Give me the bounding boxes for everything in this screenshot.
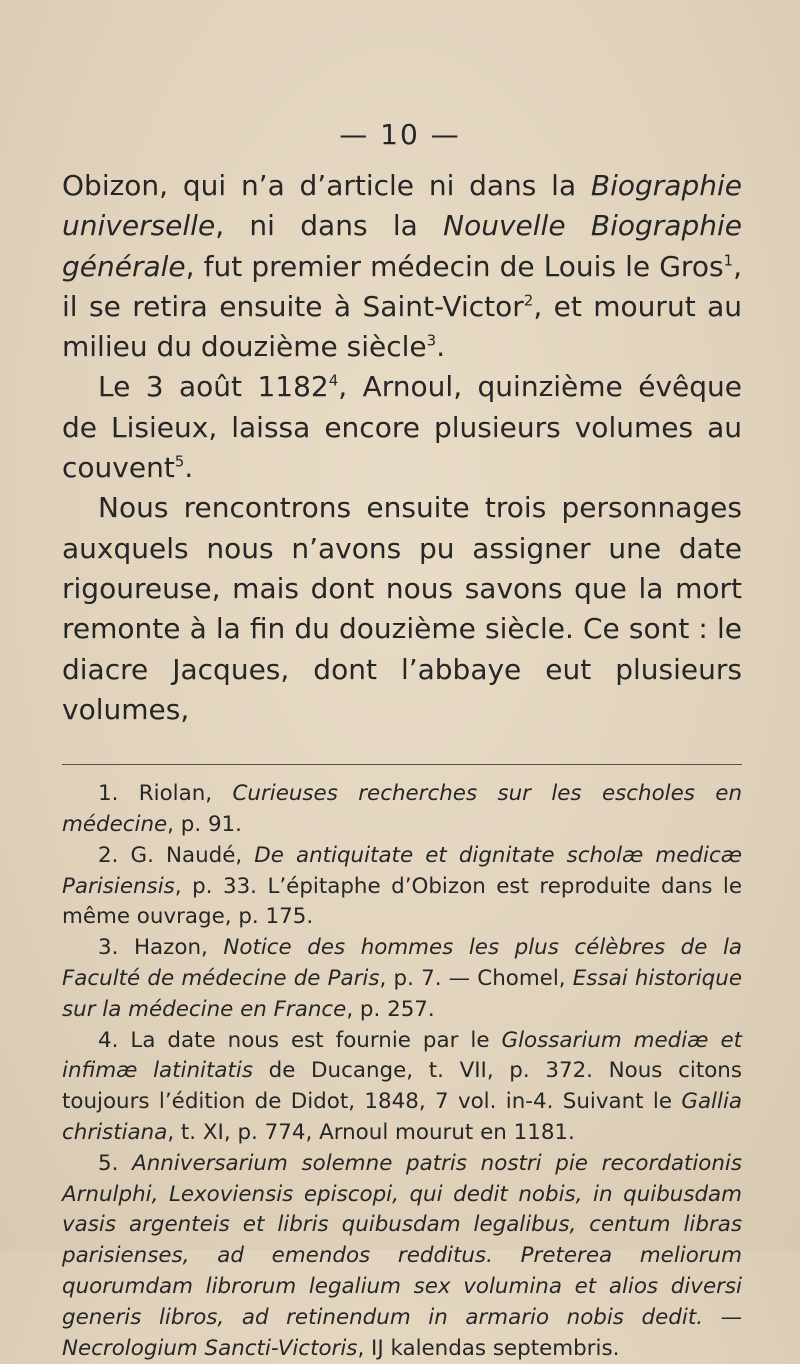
footnote-3 <box>62 933 742 1025</box>
footnote-ref: 1 <box>723 251 734 270</box>
italic-quote: Anniversarium solemne patris nostri pie recordationis Arnulphi, Lexoviensis episcopi, qui dedit nobis, in quibusdam vasis argenteis et libris quibusdam legalibus, centum libras parisienses, ad emendos redditus. Preterea meliorum quorumdam librorum legalium sex volumina et alios diversi generis libros, ad retinendum in armario nobis dedit. — Necrologium Sancti-Victoris <box>62 1150 742 1361</box>
body-text <box>62 166 742 730</box>
text-run: , et mourut au milieu du douzième siècle <box>62 289 742 364</box>
page-number: — 10 — <box>339 118 461 151</box>
italic-title: Biographie universelle <box>62 169 742 243</box>
text-run: 3. Hazon, <box>98 935 224 961</box>
text-run: , p. 257. <box>346 996 435 1022</box>
text-run: 1. Riolan, <box>98 781 233 807</box>
footnote-4 <box>62 1026 742 1149</box>
text-run: , p. 91. <box>167 811 242 837</box>
text-run: , ni dans la <box>215 209 444 243</box>
paragraph-3: Nous rencontrons ensuite trois personnages auxquels nous n’avons pu assigner une date rigoureuse, mais dont nous savons que la mort remonte à la fin du douzième siècle. Ce sont : le diacre Jacques, dont l’abbaye eut plusieurs volumes, <box>62 491 742 726</box>
italic-title: Curieuses recherches sur les escholes en médecine <box>62 781 742 837</box>
footnote-ref: 3 <box>426 331 437 350</box>
paragraph-1 <box>62 166 742 367</box>
text-run: , t. XI, p. 774, Arnoul mourut en 1181. <box>167 1119 575 1145</box>
footnote-5 <box>62 1149 742 1364</box>
paragraph-2 <box>62 367 742 488</box>
text-run: , p. 7. — Chomel, <box>379 965 573 991</box>
text-run: , il se retira ensuite à Saint-Victor <box>62 249 742 323</box>
text-run: , IJ kalendas septembris. <box>357 1335 620 1361</box>
text-run: Le 3 août 1182 <box>98 370 329 404</box>
footnote-2 <box>62 841 742 933</box>
footnotes <box>62 779 742 1364</box>
text-run: 5. <box>98 1150 133 1176</box>
italic-title: Notice des hommes les plus célèbres de la Faculté de médecine de Paris <box>62 935 743 991</box>
text-run: de Ducange, t. VII, p. 372. Nous citons toujours l’édition de Didot, 1848, 7 vol. in-4. Suivant le <box>62 1058 742 1115</box>
italic-title: Nouvelle Biographie générale <box>62 209 742 283</box>
footnote-1 <box>62 779 742 841</box>
italic-title: De antiquitate et dignitate scholæ medicæ Parisiensis <box>62 842 742 899</box>
text-run: 2. G. Naudé, <box>98 842 255 868</box>
italic-title: Essai historique sur la médecine en France <box>62 965 742 1022</box>
italic-title: Gallia christiana <box>62 1089 742 1145</box>
footnote-ref: 5 <box>174 452 185 471</box>
footnote-divider <box>62 764 742 765</box>
italic-title: Glossarium mediæ et infimæ latinitatis <box>62 1027 742 1084</box>
text-run: . <box>436 330 446 364</box>
text-run: 4. La date nous est fournie par le <box>98 1027 502 1053</box>
footnote-ref: 2 <box>523 291 534 310</box>
text-run: Obizon, qui n’a d’article ni dans la <box>62 169 591 202</box>
text-run: , fut premier médecin de Louis le Gros <box>185 249 724 283</box>
text-run: , p. 33. L’épitaphe d’Obizon est reproduite dans le même ouvrage, p. 175. <box>62 873 742 930</box>
footnote-ref: 4 <box>328 372 339 391</box>
text-run: , Arnoul, quinzième évêque de Lisieux, laissa encore plusieurs volumes au couvent <box>62 370 742 485</box>
page-content <box>62 118 742 1364</box>
text-run: . <box>184 451 194 485</box>
